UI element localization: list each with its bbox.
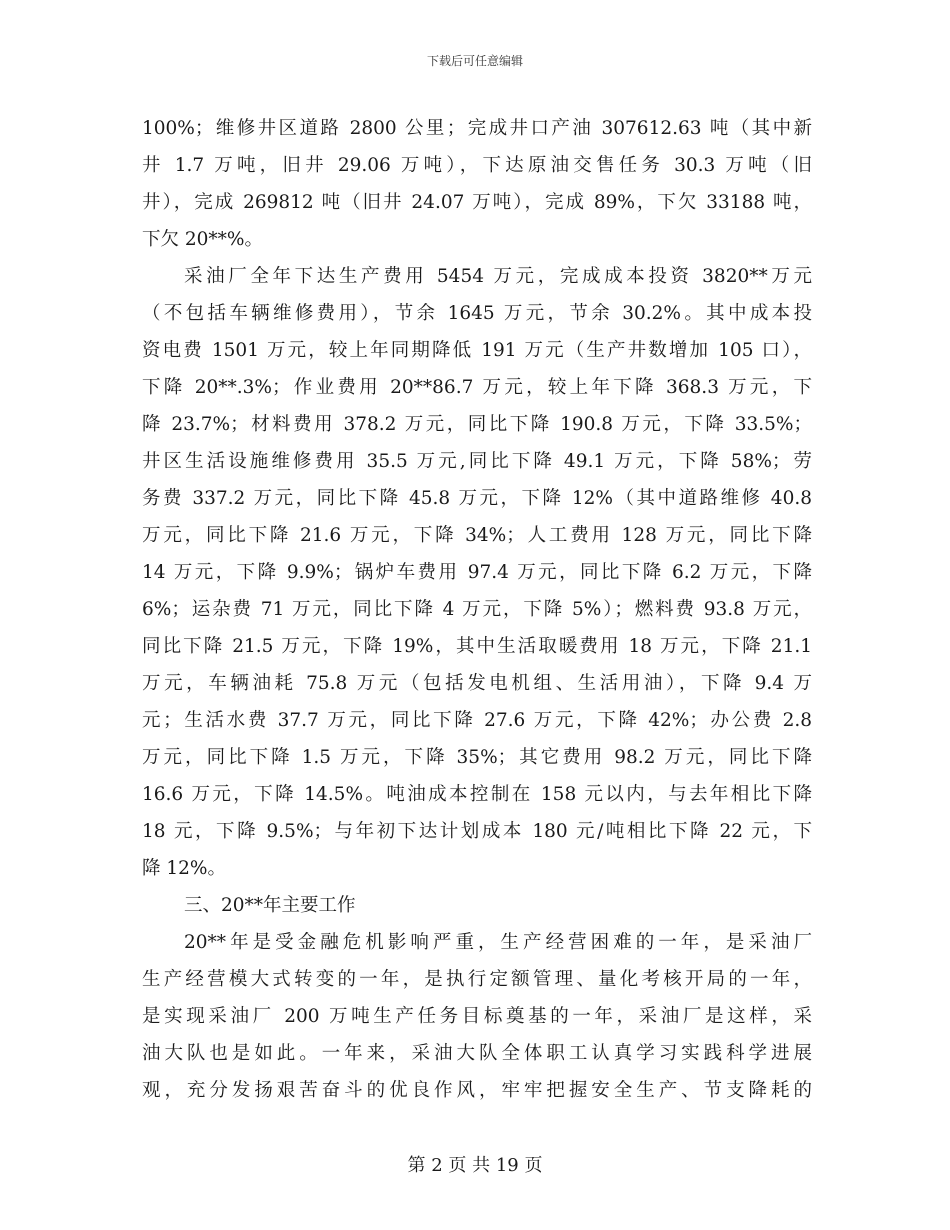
text-line: 20**年是受金融危机影响严重，生产经营困难的一年，是采油厂 [184, 932, 812, 953]
text-line: 万元，车辆油耗 75.8 万元（包括发电机组、生活用油），下降 9.4 万 [142, 673, 812, 694]
text-line: 18 元，下降 9.5%；与年初下达计划成本 180 元/吨相比下降 22 元，下 [142, 821, 812, 842]
text-line: 万元，同比下降 21.6 万元，下降 34%；人工费用 128 万元，同比下降 [142, 525, 812, 546]
text-line: 下欠 20**%。 [142, 229, 264, 250]
text-line: 油大队也是如此。一年来，采油大队全体职工认真学习实践科学进展 [142, 1043, 812, 1064]
text-line: 生产经营模大式转变的一年，是执行定额管理、量化考核开局的一年， [142, 969, 812, 990]
page-header [0, 54, 950, 68]
page-number-label: 第 2 页 共 19 页 [407, 1155, 543, 1176]
text-line: 井），完成 269812 吨（旧井 24.07 万吨），完成 89%，下欠 33188 吨， [142, 192, 812, 213]
text-line: 井区生活设施维修费用 35.5 万元,同比下降 49.1 万元，下降 58%；劳 [142, 451, 812, 472]
text-line: 同比下降 21.5 万元，下降 19%，其中生活取暖费用 18 万元，下降 21.1 [142, 636, 812, 657]
text-line: 14 万元，下降 9.9%；锅炉车费用 97.4 万元，同比下降 6.2 万元，下降 [142, 562, 812, 583]
text-line: 降 23.7%；材料费用 378.2 万元，同比下降 190.8 万元，下降 33.5%； [142, 414, 812, 435]
text-line: 16.6 万元，下降 14.5%。吨油成本控制在 158 元以内，与去年相比下降 [142, 784, 812, 805]
text-line: 观，充分发扬艰苦奋斗的优良作风，牢牢把握安全生产、节支降耗的 [142, 1080, 812, 1101]
text-line: 务费 337.2 万元，同比下降 45.8 万元，下降 12%（其中道路维修 40.8 [142, 488, 812, 509]
header-note: 下载后可任意编辑 [426, 54, 523, 68]
text-line: 井 1.7 万吨，旧井 29.06 万吨），下达原油交售任务 30.3 万吨（旧 [142, 155, 812, 176]
text-line: 降 12%。 [142, 858, 226, 879]
text-line: 100%；维修井区道路 2800 公里；完成井口产油 307612.63 吨（其中新 [142, 118, 812, 139]
text-line: 采油厂全年下达生产费用 5454 万元，完成成本投资 3820**万元 [184, 266, 812, 287]
page-footer [0, 1155, 950, 1177]
text-line: 资电费 1501 万元，较上年同期降低 191 万元（生产井数增加 105 口）， [142, 340, 812, 361]
text-line: 6%；运杂费 71 万元，同比下降 4 万元，下降 5%）；燃料费 93.8 万元， [142, 599, 812, 620]
text-line: 是实现采油厂 200 万吨生产任务目标奠基的一年，采油厂是这样，采 [142, 1006, 812, 1027]
text-line: （不包括车辆维修费用），节余 1645 万元，节余 30.2%。其中成本投 [142, 303, 812, 324]
document-body [142, 110, 812, 1109]
text-line: 万元，同比下降 1.5 万元，下降 35%；其它费用 98.2 万元，同比下降 [142, 747, 812, 768]
text-line: 下降 20**.3%；作业费用 20**86.7 万元，较上年下降 368.3 万元，下 [142, 377, 812, 398]
text-line: 元；生活水费 37.7 万元，同比下降 27.6 万元，下降 42%；办公费 2.8 [142, 710, 812, 731]
section-heading: 三、20**年主要工作 [184, 895, 356, 916]
